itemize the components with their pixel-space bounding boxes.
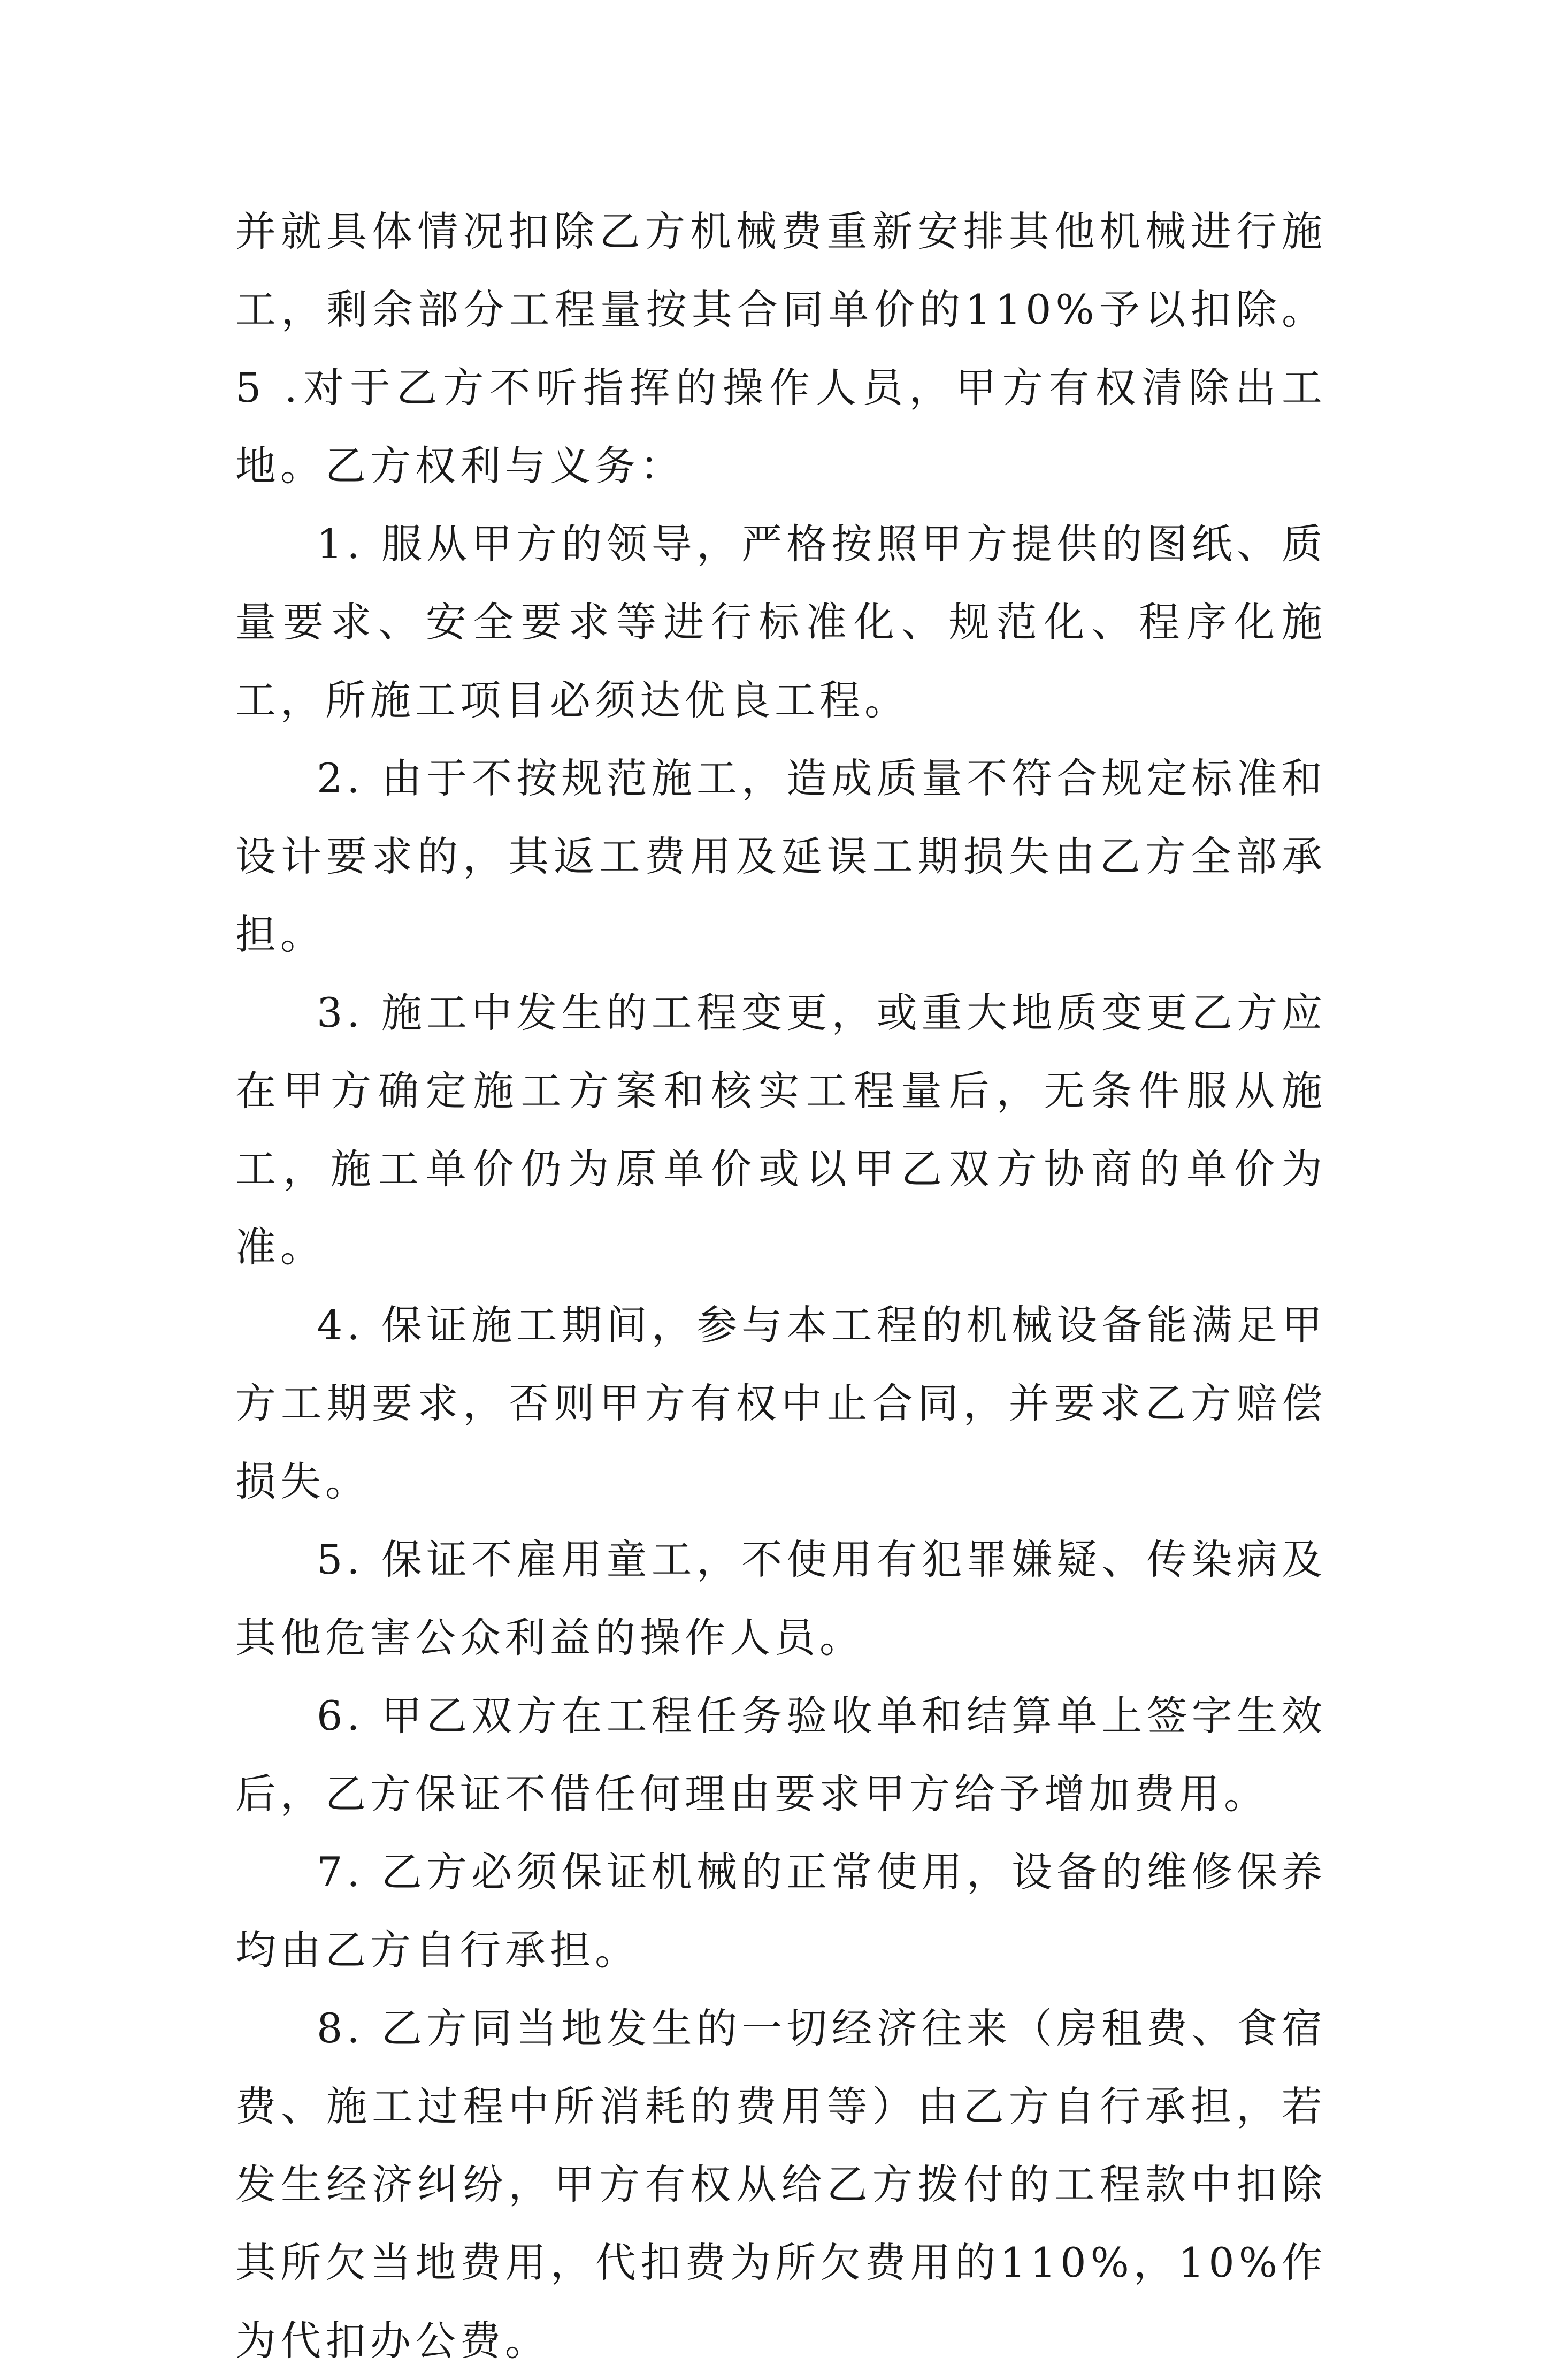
paragraph-item-5: 5. 保证不雇用童工，不使用有犯罪嫌疑、传染病及其他危害公众利益的操作人员。 xyxy=(235,1536,1327,1661)
paragraph-item-2: 2. 由于不按规范施工，造成质量不符合规定标准和设计要求的，其返工费用及延误工期损失由乙方全部承担。 xyxy=(235,754,1327,958)
paragraph-item-1: 1. 服从甲方的领导，严格按照甲方提供的图纸、质量要求、安全要求等进行标准化、规范化、程序化施工，所施工项目必须达优良工程。 xyxy=(235,520,1327,724)
paragraph-item-4: 4. 保证施工期间，参与本工程的机械设备能满足甲方工期要求，否则甲方有权中止合同，并要求乙方赔偿损失。 xyxy=(235,1301,1327,1505)
paragraph-continuation: 并就具体情况扣除乙方机械费重新安排其他机械进行施工，剩余部分工程量按其合同单价的110%予以扣除。5 .对于乙方不听指挥的操作人员，甲方有权清除出工地。乙方权利与义务： xyxy=(235,208,1327,490)
paragraph-item-8: 8. 乙方同当地发生的一切经济往来（房租费、食宿费、施工过程中所消耗的费用等）由乙方自行承担，若发生经济纠纷，甲方有权从给乙方拨付的工程款中扣除其所欠当地费用，代扣费为所欠费用的110%，10%作为代扣办公费。 xyxy=(235,2004,1327,2364)
document-body xyxy=(235,193,1327,2380)
paragraph-item-3: 3. 施工中发生的工程变更，或重大地质变更乙方应在甲方确定施工方案和核实工程量后，无条件服从施工，施工单价仍为原单价或以甲乙双方协商的单价为准。 xyxy=(235,989,1327,1271)
paragraph-item-6: 6. 甲乙双方在工程任务验收单和结算单上签字生效后，乙方保证不借任何理由要求甲方给予增加费用。 xyxy=(235,1692,1327,1818)
paragraph-item-7: 7. 乙方必须保证机械的正常使用，设备的维修保养均由乙方自行承担。 xyxy=(235,1848,1327,1974)
